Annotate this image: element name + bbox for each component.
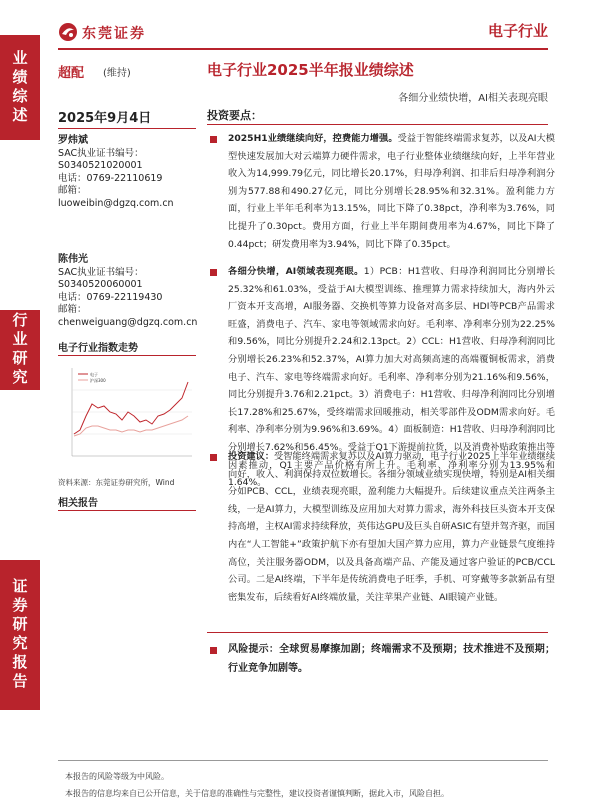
report-date: 2025年9月4日: [58, 111, 152, 126]
industry-label: 电子行业: [487, 22, 548, 40]
analyst-sac-number: S0340521020001: [58, 160, 143, 172]
paragraph-body: 全球贸易摩擦加剧；终端需求不及预期；技术推进不及预期；行业竞争加剧等。: [228, 644, 556, 674]
footer-divider: [58, 760, 548, 761]
paragraph-risk-warning: [228, 640, 555, 678]
rating-value: 超配: [58, 66, 85, 81]
chart-source: 资料来源：东莞证券研究所，Wind: [58, 478, 175, 487]
logo-text: 东莞证券: [82, 26, 146, 42]
analyst-sac-label: SAC执业证书编号：: [58, 266, 144, 278]
bullet-square-icon: [210, 269, 217, 276]
paragraph-body: 受益于智能终端需求复苏，以及AI大模型快速发展加大对云端算力硬件需求，电子行业整体业绩继续向好，上半年营业收入为14,999.79亿元，同比增长20.17%，归母净利润、扣非后归母净利润分别为577.88和490.27亿元，同比分别增长28.95%和32.31%。盈利能力方面，行业上半年毛利率为13.15%，同比下降了0.38pct，净利率为3.76%，同比提升了0.30pct。费用方面，行业上半年期间费用率为4.67%，同比下降了0.44pct；研发费用率为3.94%，同比下降了0.35pct。: [228, 133, 555, 250]
analyst-email[interactable]: chenweiguang@dgzq.com.cn: [58, 316, 198, 328]
paragraph-lead: 风险提示：: [228, 644, 280, 655]
paragraph-body: 1）PCB：H1营收、归母净利润同比分别增长25.32%和61.03%，受益于AI大模型训练、推理算力需求持续加大，海内外云厂资本开支高增，AI服务器、交换机等算力设备对高多层、HDI等PCB产品需求旺盛，消费电子、汽车、家电等领域需求向好。毛利率、净利率分别为22.25%和9.56%，同比分别提升2.24和2.13pct。2）CCL：H1营收、归母净利润同比分别增长26.23%和52.37%，AI算力加大对高频高速的高端覆铜板需求，消费电子、汽车、家电等终端需求向好。毛利率、净利率分别为21.16%和9.56%，同比分别提升3.76和2.21pct。3）消费电子：H1营收、归母净利润同比分别增长17.28%和25.67%，受终端需求回暖推动，相关零部件及ODM需求向好。毛利率、净利率分别为9.96%和3.69%。4）面板制造：H1营收、归母净利润同比分别增长7.62%和56.45%。受益于Q1下游提前拉货，以及消费补贴政策推出等因素推动，Q1主要产品价格有所上升。毛利率、净利率分别为13.95%和1.64%。: [228, 266, 556, 489]
analyst-card: [58, 135, 198, 211]
analyst-sac-number: S0340520060001: [58, 279, 143, 291]
footer-risk-level: 本报告的风险等级为中风险。: [65, 772, 169, 781]
chart-legend-electronics: 电子: [90, 372, 98, 377]
paragraph-lead: 2025H1业绩继续向好，控费能力增强。: [228, 133, 398, 144]
paragraph-lead: 投资建议：: [228, 451, 275, 462]
analyst-email-label: 邮箱：: [58, 185, 87, 197]
chart-divider: [58, 355, 196, 356]
company-logo: [58, 22, 158, 42]
paragraph-lead: 各细分快增，AI领域表现亮眼。: [228, 266, 364, 277]
related-reports-title: 相关报告: [58, 498, 98, 509]
report-subtitle: 各细分业绩快增，AI相关表现亮眼: [398, 93, 548, 104]
analyst-sac-label: SAC执业证书编号：: [58, 147, 144, 159]
rating-status: (维持): [103, 68, 131, 79]
investment-points-title: 投资要点：: [207, 109, 262, 122]
date-divider: [58, 128, 196, 129]
points-divider: [207, 124, 548, 125]
paragraph-body: 受智能终端需求复苏以及AI算力驱动，电子行业2025上半年业绩继续向好，收入、利润保持双位数增长。各细分领域业绩实现快增，特别是AI相关细分如PCB、CCL，业绩表现亮眼，盈利能力大幅提升。后续建议重点关注两条主线，一是AI算力，大模型训练及应用加大对算力需求，海外科技巨头资本开支保持高增，主权AI需求持续释放，英伟达GPU及巨头自研ASIC有望并驾齐驱，而国内在“人工智能+”政策护航下亦有望加大国产算力应用，算力产业链景气度维持高位，关注服务器ODM，以及具备高端产品、产能及通过客户验证的PCB/CCL公司。二是AI终端，下半年是传统消费电子旺季，手机、可穿戴等多款新品有望密集发布，后续看好AI终端放量，关注苹果产业链、AI眼镜产业链。: [228, 451, 556, 603]
paragraph-investment-advice: [228, 448, 555, 606]
index-chart-title: 电子行业指数走势: [58, 343, 138, 354]
side-label-summary: 业绩综述: [0, 35, 40, 140]
analyst-phone: 电话：0769-22119430: [58, 291, 163, 303]
analyst-card: [58, 254, 198, 330]
analyst-name: 罗炜斌: [58, 135, 88, 146]
bullet-square-icon: [210, 647, 217, 654]
risk-divider: [207, 632, 548, 633]
related-divider: [58, 510, 196, 511]
bullet-square-icon: [210, 454, 217, 461]
report-title: 电子行业2025半年报业绩综述: [207, 61, 414, 79]
analyst-name: 陈伟光: [58, 254, 88, 265]
chart-legend-csi300: 沪深300: [90, 378, 106, 383]
side-label-industry-research: 行业研究: [0, 310, 40, 390]
analyst-email-label: 邮箱：: [58, 304, 87, 316]
footer-disclaimer: 本报告的信息均来自已公开信息，关于信息的准确性与完整性，建议投资者谨慎判断，据此入市，风险自担。: [65, 789, 449, 798]
side-label-securities-report: 证券研究报告: [0, 560, 40, 710]
paragraph-h1-results: [228, 130, 555, 253]
logo-emblem-icon: [58, 22, 78, 42]
analyst-email[interactable]: luoweibin@dgzq.com.cn: [58, 197, 174, 209]
bullet-square-icon: [210, 136, 217, 143]
index-trend-chart: [58, 360, 196, 472]
header-divider: [58, 48, 548, 50]
analyst-phone: 电话：0769-22110619: [58, 172, 163, 184]
